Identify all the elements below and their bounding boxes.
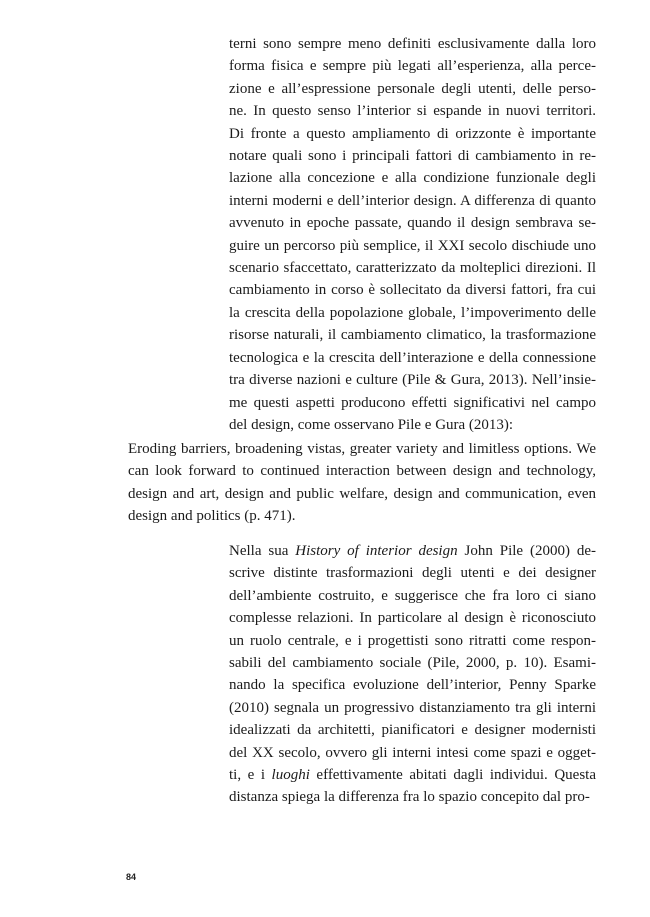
text-line: zione e all’espressione personale degli utenti, delle perso- bbox=[229, 80, 596, 97]
text-line: complesse relazioni. In particolare al design è riconosciuto bbox=[229, 610, 596, 627]
body-paragraph-1 bbox=[229, 33, 596, 436]
block-quote bbox=[128, 438, 596, 528]
page-number: 84 bbox=[126, 872, 137, 882]
text-line: notare quali sono i principali fattori di cambiamento in re- bbox=[229, 148, 596, 165]
quote-line: design and politics (p. 471). bbox=[128, 508, 296, 525]
text-line: del design, come osservano Pile e Gura (2013): bbox=[229, 416, 514, 433]
text-line: tra diverse nazioni e culture (Pile & Gura, 2013). Nell’insie- bbox=[229, 372, 596, 389]
text-line: avvenuto in epoche passate, quando il design sembrava se- bbox=[229, 215, 596, 232]
text-segment: ti, e i bbox=[229, 767, 272, 784]
emphasis-word: luoghi bbox=[271, 767, 310, 784]
text-line: me questi aspetti producono effetti significativi nel campo bbox=[229, 394, 596, 411]
text-line: (2010) segnala un progressivo distanziamento tra gli interni bbox=[229, 699, 596, 716]
text-line: forma fisica e sempre più legati all’esperienza, alla perce- bbox=[229, 58, 596, 75]
text-line bbox=[229, 764, 596, 786]
text-line: ne. In questo senso l’interior si espande in nuovi territori. bbox=[229, 103, 596, 120]
text-line: risorse naturali, il cambiamento climatico, la trasformazione bbox=[229, 327, 596, 344]
book-title: History of interior design bbox=[295, 543, 458, 559]
text-line: tecnologica e la crescita dell’interazione e della connessione bbox=[229, 349, 596, 366]
text-line: distanza spiega la differenza fra lo spazio concepito dal pro- bbox=[229, 789, 590, 806]
text-line: la crescita della popolazione globale, l’impoverimento delle bbox=[229, 304, 596, 321]
quote-line: design and art, design and public welfare, design and communication, even bbox=[128, 485, 596, 502]
text-line bbox=[229, 540, 596, 562]
text-segment: effettivamente abitati dagli individui. Questa bbox=[309, 767, 596, 784]
quote-line: Eroding barriers, broadening vistas, greater variety and limitless options. We bbox=[128, 441, 596, 457]
body-paragraph-2 bbox=[229, 540, 596, 809]
text-line: interni moderni e dell’interior design. A differenza di quanto bbox=[229, 192, 596, 209]
text-segment: Nella sua bbox=[229, 543, 296, 559]
text-line: dell’ambiente costruito, e suggerisce che fra loro ci siano bbox=[229, 587, 596, 604]
text-line: nando la specifica evoluzione dell’interior, Penny Sparke bbox=[229, 677, 596, 694]
text-segment: John Pile (2000) de- bbox=[457, 543, 596, 559]
quote-line: can look forward to continued interaction between design and technology, bbox=[128, 463, 596, 480]
text-line: lazione alla concezione e alla condizione funzionale degli bbox=[229, 170, 596, 187]
text-line: scrive distinte trasformazioni degli utenti e dei designer bbox=[229, 565, 596, 582]
text-line: del XX secolo, ovvero gli interni intesi come spazi e ogget- bbox=[229, 744, 596, 761]
text-line: guire un percorso più semplice, il XXI secolo dischiude uno bbox=[229, 237, 596, 254]
text-line: Di fronte a questo ampliamento di orizzonte è importante bbox=[229, 125, 596, 142]
text-line: idealizzati da architetti, pianificatori e designer modernisti bbox=[229, 722, 596, 739]
text-line: terni sono sempre meno definiti esclusivamente dalla loro bbox=[229, 36, 596, 52]
text-line: cambiamento in corso è sollecitato da diversi fattori, fra cui bbox=[229, 282, 596, 299]
text-line: un ruolo centrale, e i progettisti sono ritratti come respon- bbox=[229, 632, 596, 649]
text-line: sabili del cambiamento sociale (Pile, 2000, p. 10). Esami- bbox=[229, 655, 596, 672]
text-line: scenario sfaccettato, caratterizzato da molteplici direzioni. Il bbox=[229, 260, 596, 277]
